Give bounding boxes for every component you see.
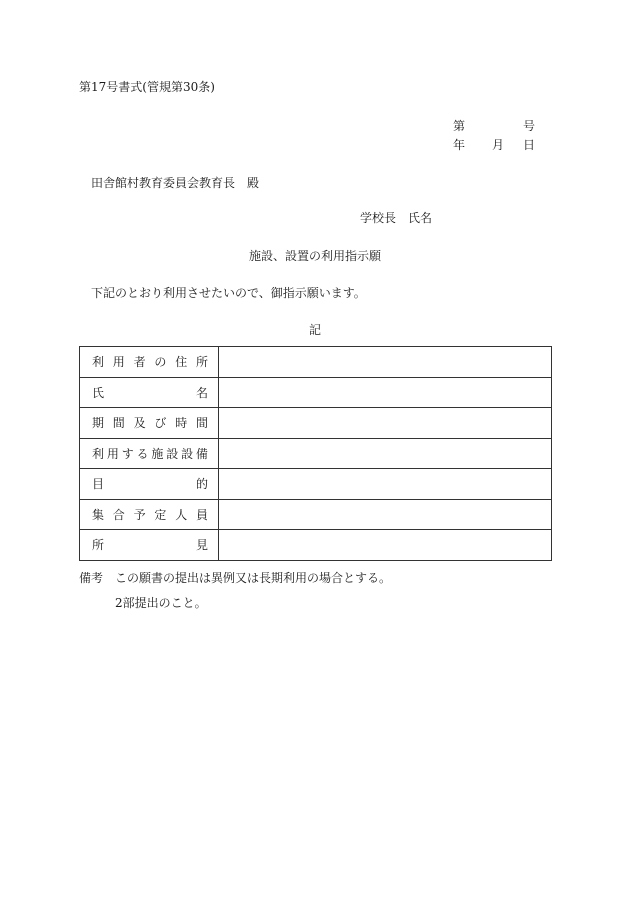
- number-suffix: 号: [522, 119, 535, 133]
- remarks-line-1: この願書の提出は異例又は長期利用の場合とする。: [115, 571, 392, 585]
- label-char: 定: [154, 507, 167, 522]
- table-row: [80, 347, 552, 378]
- row-value-field[interactable]: [219, 347, 552, 378]
- date-month: 月: [491, 138, 504, 152]
- label-char: 員: [195, 507, 208, 522]
- row-value-field[interactable]: [219, 530, 552, 561]
- table-row: [80, 377, 552, 408]
- table-row: [80, 438, 552, 469]
- row-value-field[interactable]: [219, 408, 552, 439]
- label-char: 者: [133, 355, 146, 370]
- label-char: 間: [112, 416, 125, 431]
- label-char: 氏: [92, 385, 105, 400]
- row-label-text: [92, 384, 208, 401]
- row-label: [80, 377, 219, 408]
- row-label-text: [92, 506, 208, 523]
- row-label-text: [92, 475, 208, 492]
- remarks-line-2: 2部提出のこと。: [115, 596, 207, 610]
- addressee: 田舎館村教育委員会教育長 殿: [91, 176, 260, 190]
- label-char: の: [154, 355, 167, 370]
- row-value-field[interactable]: [219, 499, 552, 530]
- application-form-table: [79, 346, 552, 561]
- label-char: 所: [195, 355, 208, 370]
- label-char: 間: [195, 416, 208, 431]
- remarks-heading: 備考: [79, 571, 104, 585]
- document-title: 施設、設置の利用指示願: [248, 249, 381, 263]
- label-char: 用: [112, 355, 125, 370]
- label-char: 施: [151, 446, 164, 461]
- label-char: 設: [181, 446, 194, 461]
- row-label: [80, 347, 219, 378]
- row-value-field[interactable]: [219, 469, 552, 500]
- label-char: 利: [92, 446, 105, 461]
- label-char: 見: [195, 538, 208, 553]
- table-row: [80, 408, 552, 439]
- table-row: [80, 499, 552, 530]
- label-char: 設: [166, 446, 179, 461]
- label-char: 予: [133, 507, 146, 522]
- label-char: 用: [106, 446, 119, 461]
- document-number-line: [453, 119, 535, 133]
- date-year: 年: [453, 138, 466, 152]
- row-label: [80, 499, 219, 530]
- ki-heading: 記: [308, 323, 321, 337]
- label-char: 名: [195, 385, 208, 400]
- table-row: [80, 469, 552, 500]
- label-char: 的: [195, 477, 208, 492]
- label-char: 期: [92, 416, 105, 431]
- label-char: 利: [92, 355, 105, 370]
- label-char: 人: [175, 507, 188, 522]
- date-line: [453, 138, 535, 152]
- intro-text: 下記のとおり利用させたいので、御指示願います。: [91, 286, 366, 300]
- table-row: [80, 530, 552, 561]
- remarks: [79, 571, 391, 585]
- form-number: 第17号書式(管規第30条): [79, 80, 215, 94]
- label-char: 及: [133, 416, 146, 431]
- label-char: 備: [195, 446, 208, 461]
- label-char: 集: [92, 507, 105, 522]
- label-char: る: [136, 446, 149, 461]
- sender-signature-line: 学校長 氏名: [360, 211, 433, 225]
- row-value-field[interactable]: [219, 377, 552, 408]
- row-label: [80, 438, 219, 469]
- label-char: 目: [92, 477, 105, 492]
- row-label: [80, 408, 219, 439]
- row-label: [80, 469, 219, 500]
- row-value-field[interactable]: [219, 438, 552, 469]
- row-label-text: [92, 445, 208, 462]
- row-label-text: [92, 353, 208, 370]
- label-char: 合: [112, 507, 125, 522]
- row-label-text: [92, 414, 208, 431]
- label-char: 時: [175, 416, 188, 431]
- row-label-text: [92, 536, 208, 553]
- date-day: 日: [522, 138, 535, 152]
- label-char: 住: [175, 355, 188, 370]
- label-char: び: [154, 416, 167, 431]
- label-char: す: [121, 446, 134, 461]
- label-char: 所: [92, 538, 105, 553]
- row-label: [80, 530, 219, 561]
- number-prefix: 第: [453, 119, 466, 133]
